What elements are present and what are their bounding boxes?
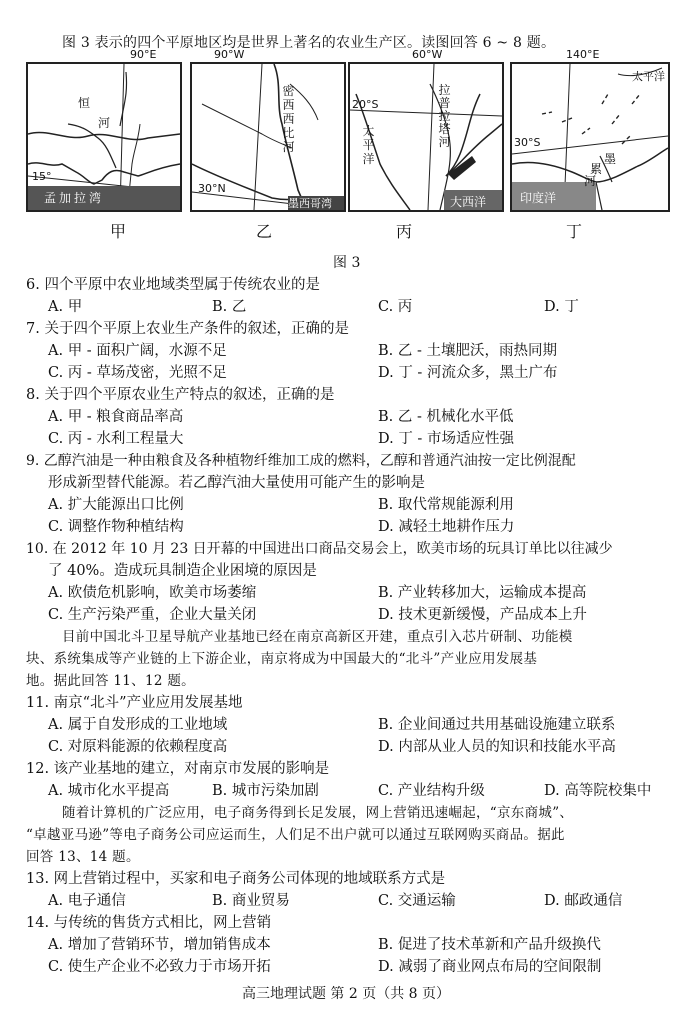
figure-3-maps [26,48,674,210]
q9-stem-cont: 形成新型替代能源。若乙醇汽油大量使用可能产生的影响是 [48,475,425,491]
q14-option-b[interactable]: B. 促进了技术革新和产品升级换代 [378,937,601,953]
q6-option-a[interactable]: A. 甲 [48,299,83,315]
q8-stem: 8. 关于四个平原农业生产特点的叙述，正确的是 [26,387,335,403]
map-jia-river-part1: 恒 [78,96,91,110]
map-jia-lon-tick: 90°E [130,48,157,61]
q10-option-b[interactable]: B. 产业转移加大，运输成本提高 [378,585,587,601]
q8-option-a[interactable]: A. 甲 - 粮食商品率高 [48,409,184,425]
q10-stem: 10. 在 2012 年 10 月 23 日开幕的中国进出口商品交易会上，欧美市场的玩具订单比以往减少 [26,541,613,557]
q10-option-a[interactable]: A. 欧债危机影响，欧美市场萎缩 [48,585,257,601]
q8-option-c[interactable]: C. 丙 - 水利工程量大 [48,431,184,447]
figure-caption: 图 3 [333,255,361,271]
q10-option-d[interactable]: D. 技术更新缓慢，产品成本上升 [378,607,587,623]
q14-option-a[interactable]: A. 增加了营销环节，增加销售成本 [48,937,271,953]
q11-stem: 11. 南京“北斗”产业应用发展基地 [26,695,243,711]
q9-option-b[interactable]: B. 取代常规能源利用 [378,497,514,513]
q14-option-c[interactable]: C. 使生产企业不必致力于市场开拓 [48,959,271,975]
q12-option-a[interactable]: A. 城市化水平提高 [48,783,170,799]
map-ding [510,62,670,212]
map-bing-lon-tick: 60°W [412,48,443,61]
q7-option-a[interactable]: A. 甲 - 面积广阔，水源不足 [48,343,227,359]
q9-option-c[interactable]: C. 调整作物种植结构 [48,519,184,535]
q6-option-c[interactable]: C. 丙 [378,299,413,315]
q10-option-c[interactable]: C. 生产污染严重，企业大量关闭 [48,607,257,623]
q12-option-b[interactable]: B. 城市污染加剧 [212,783,319,799]
map-yi-river: 密西西比河 [282,84,295,154]
q6-option-b[interactable]: B. 乙 [212,299,247,315]
map-bing [348,62,504,212]
map-jia-lat-tick: 15° [32,170,52,183]
map-bing-ocean: 太平洋 [362,124,375,166]
map-ding-sea: 印度洋 [520,191,557,205]
map-yi-lat-tick: 30°N [198,182,226,195]
passage1-line3: 地。据此回答 11、12 题。 [26,673,195,689]
map-label-jia: 甲 [110,222,127,241]
map-ding-river-name: 墨 [604,152,623,166]
passage2-line3: 回答 13、14 题。 [26,849,140,865]
q7-option-b[interactable]: B. 乙 - 土壤肥沃，雨热同期 [378,343,557,359]
passage2-line1: 随着计算机的广泛应用，电子商务得到长足发展，网上营销迅速崛起，“京东商城”、 [62,805,574,821]
map-jia-river-part2: 河 [98,116,111,130]
q6-option-d[interactable]: D. 丁 [544,299,579,315]
figure-intro: 图 3 表示的四个平原地区均是世界上著名的农业生产区。读图回答 6 ~ 8 题。 [62,35,556,51]
map-ding-ocean: 太平洋 [632,70,665,83]
passage2-line2: “卓越亚马逊”等电子商务公司应运而生，人们足不出户就可以通过互联网购买商品。据此 [26,827,565,843]
q13-option-d[interactable]: D. 邮政通信 [544,893,623,909]
map-ding-lat-tick: 30°S [514,136,541,149]
q11-option-d[interactable]: D. 内部从业人员的知识和技能水平高 [378,739,616,755]
q8-option-d[interactable]: D. 丁 - 市场适应性强 [378,431,514,447]
q7-option-d[interactable]: D. 丁 - 河流众多，黑土广布 [378,365,558,381]
map-yi-lon-tick: 90°W [214,48,245,61]
map-yi [190,62,346,212]
passage1-line2: 块、系统集成等产业链的上下游企业，南京将成为中国最大的“北斗”产业应用发展基 [26,651,538,667]
map-jia [26,62,182,212]
q12-stem: 12. 该产业基地的建立，对南京市发展的影响是 [26,761,330,777]
q6-stem: 6. 四个平原中农业地域类型属于传统农业的是 [26,277,320,293]
page-footer: 高三地理试题 第 2 页（共 8 页） [241,986,451,1002]
map-label-bing: 丙 [396,222,413,241]
q9-option-d[interactable]: D. 减轻土地耕作压力 [378,519,515,535]
q9-stem: 9. 乙醇汽油是一种由粮食及各种植物纤维加工成的燃料，乙醇和普通汽油按一定比例混配 [26,453,576,469]
q12-option-d[interactable]: D. 高等院校集中 [544,783,652,799]
q7-stem: 7. 关于四个平原上农业生产条件的叙述，正确的是 [26,321,349,337]
map-bing-river: 拉普拉塔河 [438,83,451,149]
map-bing-lat-tick: 20°S [352,98,379,111]
map-label-ding: 丁 [566,222,583,241]
map-ding-river-char: 累 [590,162,603,176]
q7-option-c[interactable]: C. 丙 - 草场茂密，光照不足 [48,365,227,381]
map-jia-sea: 孟加拉湾 [44,191,105,205]
q14-stem: 14. 与传统的售货方式相比，网上营销 [26,915,272,931]
q12-option-c[interactable]: C. 产业结构升级 [378,783,485,799]
map-label-yi: 乙 [256,222,273,241]
q11-option-b[interactable]: B. 企业间通过共用基础设施建立联系 [378,717,616,733]
q14-option-d[interactable]: D. 减弱了商业网点布局的空间限制 [378,959,602,975]
q13-option-a[interactable]: A. 电子通信 [48,893,126,909]
map-yi-sea: 墨西哥湾 [288,197,332,210]
q8-option-b[interactable]: B. 乙 - 机械化水平低 [378,409,514,425]
q11-option-a[interactable]: A. 属于自发形成的工业地域 [48,717,228,733]
q9-option-a[interactable]: A. 扩大能源出口比例 [48,497,184,513]
q13-option-b[interactable]: B. 商业贸易 [212,893,290,909]
q11-option-c[interactable]: C. 对原料能源的依赖程度高 [48,739,228,755]
q13-option-c[interactable]: C. 交通运输 [378,893,456,909]
map-bing-sea: 大西洋 [450,195,487,209]
map-ding-lon-tick: 140°E [566,48,600,61]
passage1-line1: 目前中国北斗卫星导航产业基地已经在南京高新区开建，重点引入芯片研制、功能模 [62,629,573,645]
q13-stem: 13. 网上营销过程中，买家和电子商务公司体现的地域联系方式是 [26,871,446,887]
q10-stem-cont: 了 40%。造成玩具制造企业困境的原因是 [48,563,317,579]
map-ding-river-char2: 河 [584,174,597,188]
